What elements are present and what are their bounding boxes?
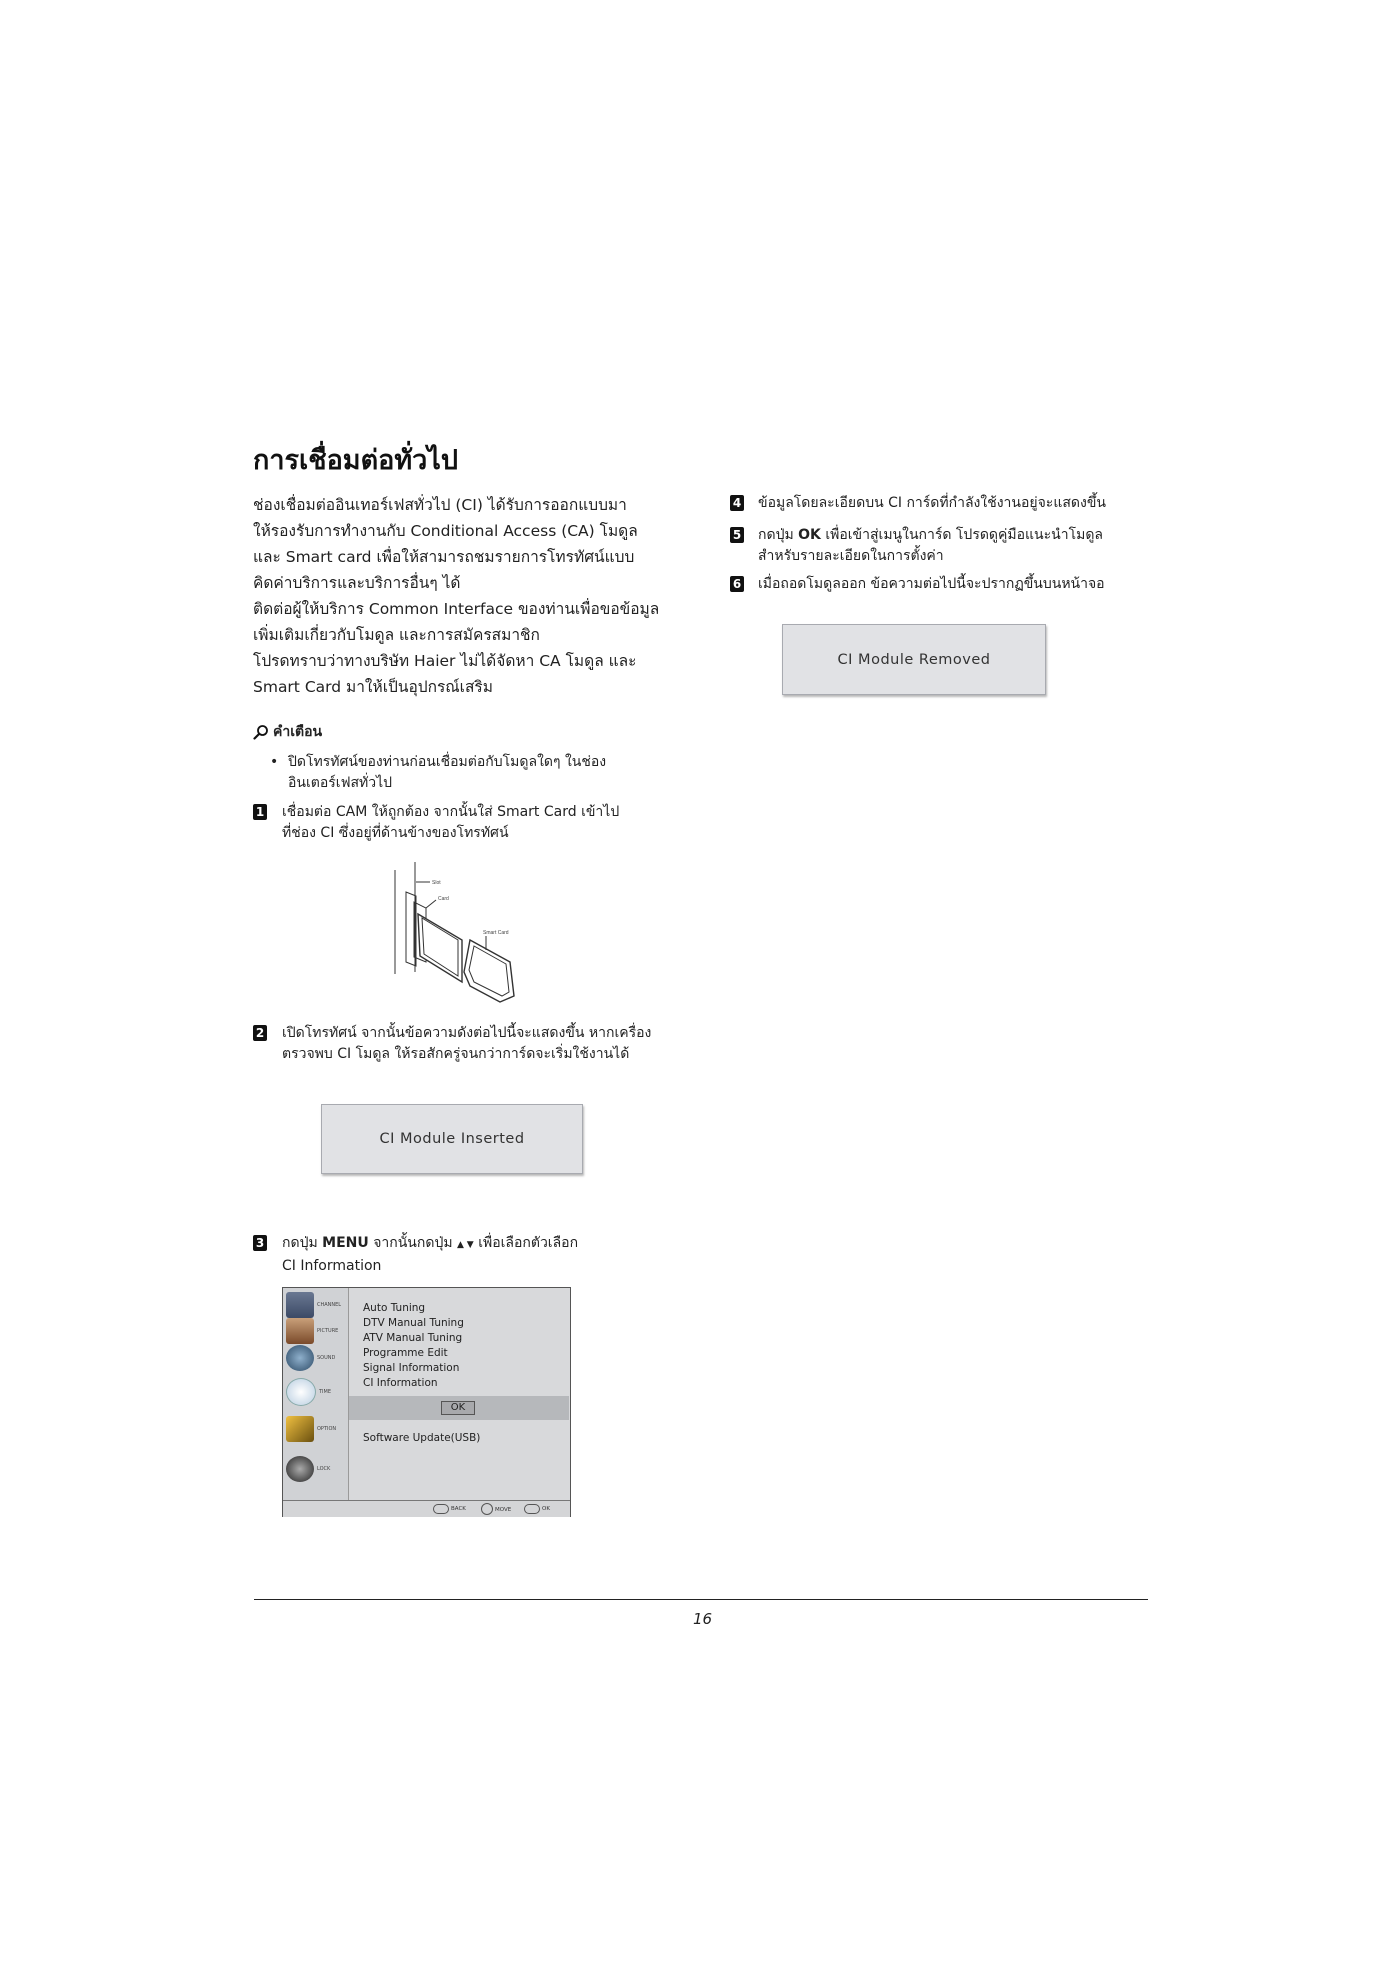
footer-back <box>433 1504 466 1514</box>
intro-line: ติดต่อผู้ให้บริการ Common Interface ของท่านเพื่อขอข้อมูล <box>253 600 660 618</box>
diagram-label: Smart Card <box>483 930 509 936</box>
message-text: CI Module Inserted <box>379 1131 525 1147</box>
intro-line: ช่องเชื่อมต่ออินเทอร์เฟสทั่วไป (CI) ได้รับการออกแบบมา <box>253 496 627 514</box>
sidebar-item-time <box>286 1378 331 1406</box>
step-text: เพื่อเข้าสู่เมนูในการ์ด โปรดดูคู่มือแนะนำโมดูล <box>825 527 1103 543</box>
ok-button[interactable]: OK <box>441 1401 475 1415</box>
ci-module-inserted-message <box>321 1104 583 1174</box>
page-title: การเชื่อมต่อทั่วไป <box>253 445 459 476</box>
step-text: ข้อมูลโดยละเอียดบน CI การ์ดที่กำลังใช้งานอยู่จะแสดงขึ้น <box>758 495 1106 511</box>
menu-key-label: MENU <box>322 1235 369 1251</box>
sidebar-label: PICTURE <box>317 1328 339 1334</box>
footer-ok <box>524 1504 550 1514</box>
step-number: 2 <box>253 1025 267 1041</box>
step-number: 3 <box>253 1235 267 1251</box>
arrow-keys-icon: ▲ ▼ <box>457 1240 474 1250</box>
step-text: เมื่อถอดโมดูลออก ข้อความต่อไปนี้จะปรากฏขึ้นบนหน้าจอ <box>758 576 1105 592</box>
ok-key-label: OK <box>798 527 821 543</box>
step-text: จากนั้นกดปุ่ม <box>373 1235 453 1251</box>
intro-paragraph <box>253 492 673 700</box>
sidebar-label: LOCK <box>317 1466 331 1472</box>
dpad-icon <box>481 1503 493 1515</box>
diagram-label: Card <box>438 896 449 902</box>
intro-line: เพิ่มเติมเกี่ยวกับโมดูล และการสมัครสมาชิก <box>253 626 540 644</box>
menu-item-software-update[interactable] <box>363 1431 480 1446</box>
step-number: 5 <box>730 527 744 543</box>
intro-line: Smart Card มาให้เป็นอุปกรณ์เสริม <box>253 678 493 696</box>
step-text: สำหรับรายละเอียดในการตั้งค่า <box>758 548 944 564</box>
step-text: กดปุ่ม <box>282 1235 318 1251</box>
menu-footer <box>283 1500 570 1517</box>
step-text: เพื่อเลือกตัวเลือก <box>478 1235 579 1251</box>
sidebar-item-channel <box>286 1292 341 1318</box>
sidebar-item-lock <box>286 1456 330 1482</box>
footer-move <box>481 1504 511 1515</box>
sidebar-label: OPTION <box>317 1426 337 1432</box>
ok-key-icon <box>524 1504 540 1514</box>
channel-icon <box>286 1292 314 1318</box>
step-text: ตรวจพบ CI โมดูล ให้รอสักครู่จนกว่าการ์ดจะเริ่มใช้งานได้ <box>282 1046 630 1062</box>
picture-icon <box>286 1318 314 1344</box>
footer-label: MOVE <box>495 1506 512 1513</box>
bullet-text: ปิดโทรทัศน์ของท่านก่อนเชื่อมต่อกับโมดูลใดๆ ในช่อง <box>288 754 607 770</box>
menu-item-ci-information[interactable]: CI Information <box>363 1377 438 1389</box>
sound-icon <box>286 1345 314 1371</box>
tv-menu-screenshot <box>282 1287 571 1517</box>
sidebar-label: SOUND <box>317 1355 336 1361</box>
menu-sidebar <box>283 1288 349 1500</box>
option-icon <box>286 1416 314 1442</box>
sidebar-item-sound <box>286 1345 335 1371</box>
step-text: เปิดโทรทัศน์ จากนั้นข้อความดังต่อไปนี้จะแสดงขึ้น หากเครื่อง <box>282 1025 652 1041</box>
menu-item-atv-manual-tuning[interactable]: ATV Manual Tuning <box>363 1332 463 1344</box>
warning-title: คำเตือน <box>273 724 323 740</box>
step-number: 1 <box>253 804 267 820</box>
step-text: กดปุ่ม <box>758 527 794 543</box>
intro-line: ให้รองรับการทำงานกับ Conditional Access (CA) โมดูล <box>253 522 638 540</box>
step-number: 4 <box>730 495 744 511</box>
warning-bullet <box>270 752 606 794</box>
step-text: ที่ช่อง CI ซึ่งอยู่ที่ด้านข้างของโทรทัศน์ <box>282 825 509 841</box>
menu-item-label: Software Update(USB) <box>363 1432 481 1444</box>
page-number: 16 <box>693 1610 713 1628</box>
lock-icon <box>286 1456 314 1482</box>
menu-key-icon <box>433 1504 449 1514</box>
footer-divider <box>254 1599 1148 1600</box>
sidebar-label: TIME <box>319 1389 332 1395</box>
intro-line: คิดค่าบริการและบริการอื่นๆ ได้ <box>253 574 461 592</box>
step-text: CI Information <box>282 1258 382 1274</box>
menu-item-auto-tuning[interactable]: Auto Tuning <box>363 1302 426 1314</box>
magnifier-icon <box>253 724 269 740</box>
step-text: เชื่อมต่อ CAM ให้ถูกต้อง จากนั้นใส่ Smart Card เข้าไป <box>282 804 620 820</box>
intro-line: โปรดทราบว่าทางบริษัท Haier ไม่ได้จัดหา CA โมดูล และ <box>253 652 637 670</box>
menu-item-signal-information[interactable]: Signal Information <box>363 1362 460 1374</box>
step-number: 6 <box>730 576 744 592</box>
intro-line: และ Smart card เพื่อให้สามารถชมรายการโทรทัศน์แบบ <box>253 548 635 566</box>
clock-icon <box>286 1378 316 1406</box>
bullet-dot: • <box>270 754 279 770</box>
ci-module-removed-message <box>782 624 1046 695</box>
menu-items <box>363 1301 464 1391</box>
ci-card-diagram <box>390 862 530 1007</box>
bullet-text: อินเตอร์เฟสทั่วไป <box>288 775 393 791</box>
menu-item-dtv-manual-tuning[interactable]: DTV Manual Tuning <box>363 1317 464 1329</box>
sidebar-label: CHANNEL <box>317 1302 342 1308</box>
diagram-label: Slot <box>432 880 441 886</box>
sidebar-item-picture <box>286 1318 338 1344</box>
footer-label: OK <box>542 1506 550 1512</box>
menu-item-programme-edit[interactable]: Programme Edit <box>363 1347 448 1359</box>
warning-heading <box>253 721 322 743</box>
sidebar-item-option <box>286 1416 336 1442</box>
footer-label: BACK <box>451 1506 466 1512</box>
message-text: CI Module Removed <box>837 651 991 668</box>
